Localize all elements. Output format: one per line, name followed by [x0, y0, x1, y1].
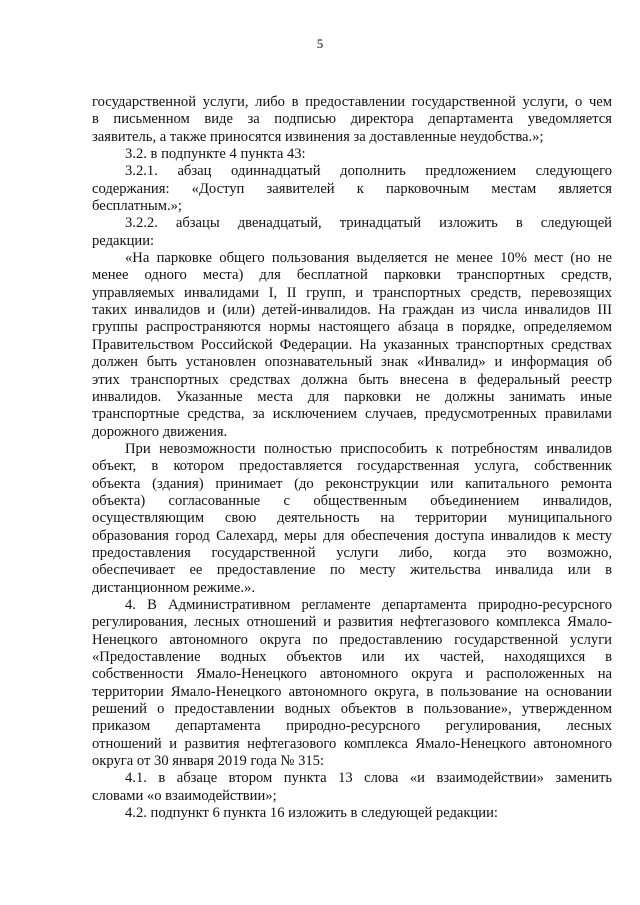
text-line: словами «о взаимодействии»;: [92, 787, 277, 804]
text-line: объект, в котором предоставляется государственная услуга, собственник: [92, 458, 612, 475]
text-line: образования город Салехард, меры для обеспечения доступа инвалидов к месту: [92, 527, 612, 544]
text-line: обеспечивает ее предоставление по месту жительства инвалида или в: [92, 562, 612, 579]
text-line: 3.2. в подпункте 4 пункта 43:: [125, 146, 306, 163]
text-line: инвалидов. Указанные места для парковки не должны занимать иные: [92, 388, 612, 405]
text-line: бесплатным.»;: [92, 198, 182, 215]
text-line: При невозможности полностью приспособить к потребностям инвалидов: [125, 440, 612, 457]
text-line: 4.1. в абзаце втором пункта 13 слова «и взаимодействии» заменить: [125, 770, 612, 787]
text-line: управляемых инвалидами I, II групп, и транспортных средств, перевозящих: [92, 284, 612, 301]
text-line: предоставления государственной услуги либо, когда это возможно,: [92, 544, 612, 561]
text-line: 4. В Административном регламенте департамента природно-ресурсного: [125, 596, 612, 613]
text-line: территории Ямало-Ненецкого автономного округа, в пользование на основании: [92, 683, 612, 700]
text-line: таких инвалидов и (или) детей-инвалидов. На граждан из числа инвалидов III: [92, 302, 612, 319]
text-line: 3.2.1. абзац одиннадцатый дополнить предложением следующего: [125, 163, 612, 180]
text-line: отношений и развития нефтегазового комплекса Ямало-Ненецкого автономного: [92, 735, 612, 752]
document-body: [92, 94, 612, 822]
text-line: приказом департамента природно-ресурсного регулирования, лесных: [92, 718, 612, 735]
text-line: осуществляющим свою деятельность на территории муниципального: [92, 510, 612, 527]
text-line: «Предоставление водных объектов или их частей, находящихся в: [92, 649, 612, 665]
page-number: 5: [316, 36, 324, 51]
text-line: 3.2.2. абзацы двенадцатый, тринадцатый изложить в следующей: [125, 215, 612, 232]
text-line: объекта) согласованные с общественным объединением инвалидов,: [92, 492, 612, 509]
text-line: группы распространяются нормы настоящего абзаца в порядке, определяемом: [92, 319, 612, 336]
text-line: транспортные средства, за исключением случаев, предусмотренных правилами: [92, 406, 612, 423]
text-line: 4.2. подпункт 6 пункта 16 изложить в следующей редакции:: [125, 805, 498, 822]
text-line: заявитель, а также приносятся извинения за доставленные неудобства.»;: [92, 128, 544, 145]
text-line: Ненецкого автономного округа по предоставлению государственной услуги: [92, 631, 612, 648]
text-line: государственной услуги, либо в предоставлении государственной услуги, о чем: [92, 94, 612, 110]
text-line: менее одного места) для бесплатной парковки транспортных средств,: [92, 267, 612, 284]
text-line: округа от 30 января 2019 года № 315:: [92, 753, 325, 770]
text-line: содержания: «Доступ заявителей к парковочным местам является: [92, 180, 612, 197]
text-line: должен быть установлен опознавательный знак «Инвалид» и информация об: [92, 354, 612, 371]
text-line: этих транспортных средствах должна быть внесена в федеральный реестр: [92, 371, 612, 388]
text-line: дистанционном режиме.».: [92, 579, 255, 596]
text-line: объекта (здания) принимает (до реконструкции или капитального ремонта: [92, 475, 612, 492]
text-line: редакции:: [92, 232, 155, 249]
text-line: «На парковке общего пользования выделяется не менее 10% мест (но не: [125, 250, 612, 267]
text-line: решений о предоставлении водных объектов в пользование», утвержденном: [92, 701, 612, 718]
text-line: Правительством Российской Федерации. На указанных транспортных средствах: [92, 336, 612, 353]
text-line: дорожного движения.: [92, 423, 228, 440]
text-line: в письменном виде за подписью директора департамента уведомляется: [92, 111, 612, 128]
text-line: собственности Ямало-Ненецкого автономного округа и расположенных на: [92, 666, 612, 683]
text-line: регулирования, лесных отношений и развития нефтегазового комплекса Ямало-: [92, 614, 612, 631]
